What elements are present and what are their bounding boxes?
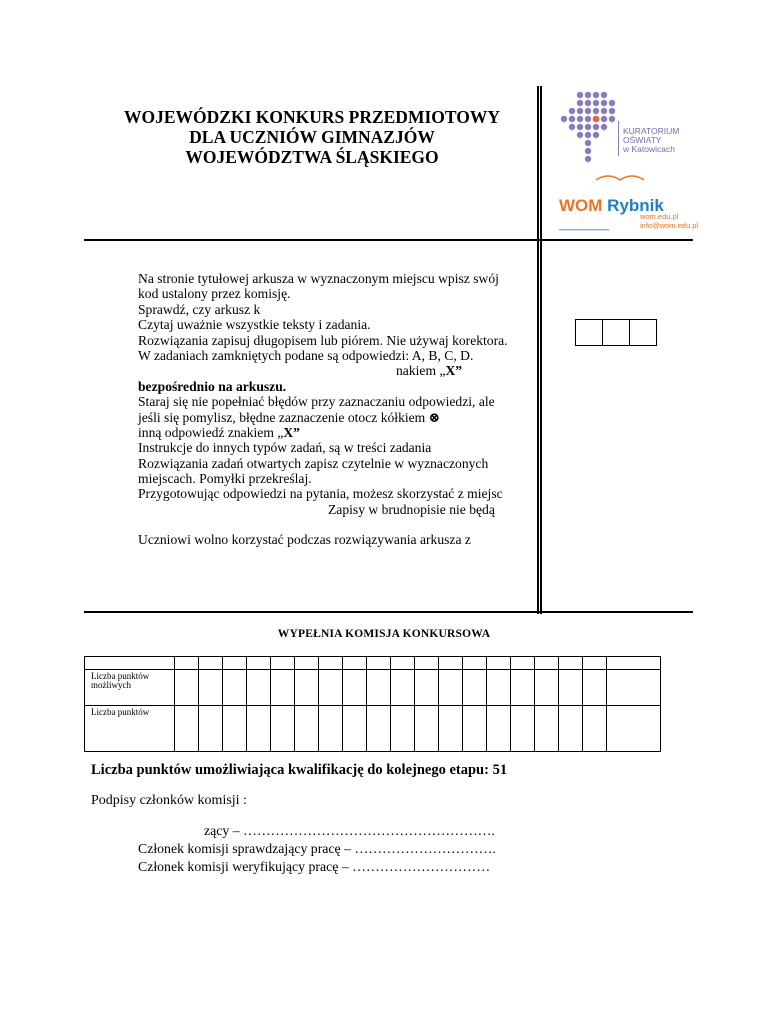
score-cell[interactable]: [463, 706, 487, 752]
wom-email: info@wom.edu.pl: [640, 220, 699, 230]
score-cell[interactable]: [391, 706, 415, 752]
instruction-line: Rozwiązania zapisuj długopisem lub piórem. Nie używaj korektora.: [138, 332, 508, 348]
wom-label: WOM: [559, 196, 603, 215]
instruction-line: W zadaniach zamkniętych podane są odpowiedzi: A, B, C, D.: [138, 347, 474, 363]
obtained-label: Liczba punktów: [91, 707, 150, 717]
committee-heading: WYPEŁNIA KOMISJA KONKURSOWA: [277, 628, 491, 640]
score-header-cell: [295, 657, 319, 670]
kuratorium-name: [623, 127, 679, 154]
instruction-line: kod ustalony przez komisję.: [138, 286, 291, 302]
instruction-line: miejscach. Pomyłki przekreślaj.: [138, 471, 312, 487]
instructions-block: [138, 271, 508, 548]
score-cell[interactable]: [415, 670, 439, 706]
qualification-threshold: Liczba punktów umożliwiająca kwalifikację do kolejnego etapu: 51: [91, 762, 508, 778]
header-bottom-rule: [84, 239, 693, 241]
score-cell[interactable]: [223, 706, 247, 752]
instruction-spacer: [138, 517, 508, 532]
score-header-cell: [343, 657, 367, 670]
score-row-possible-label: [85, 670, 175, 706]
score-header-cell: [535, 657, 559, 670]
score-cell[interactable]: [367, 706, 391, 752]
score-header-cell: [247, 657, 271, 670]
instruction-line-zapisy: Zapisy w brudnopisie nie będą: [328, 501, 495, 517]
score-row-obtained-label: [85, 706, 175, 752]
score-header-total-cell: [607, 657, 661, 670]
score-cell[interactable]: [391, 670, 415, 706]
kuratorium-line-3: w Katowicach: [623, 144, 675, 154]
score-cell[interactable]: [487, 670, 511, 706]
instruction-line-inna: [138, 425, 508, 440]
score-cell[interactable]: [439, 706, 463, 752]
title-line-3: WOJEWÓDZTWA ŚLĄSKIEGO: [185, 147, 439, 167]
signature-line-verifier: Członek komisji weryfikujący pracę – …………………………: [138, 859, 491, 874]
score-header-cell: [319, 657, 343, 670]
instruction-line: Uczniowi wolno korzystać podczas rozwiązywania arkusza z: [138, 532, 471, 548]
wom-contact: [640, 212, 699, 230]
score-header-cell: [583, 657, 607, 670]
contest-title: [100, 107, 524, 167]
score-header-cell: [463, 657, 487, 670]
instruction-line-nakiem: [138, 363, 508, 378]
score-total-cell[interactable]: [607, 670, 661, 706]
score-cell[interactable]: [511, 670, 535, 706]
signatures-heading: Podpisy członków komisji :: [91, 793, 247, 808]
score-row-obtained: [85, 706, 661, 752]
inna-x-mark: X”: [283, 424, 300, 440]
jesli-text: jeśli się pomylisz, błędne zaznaczenie otocz kółkiem: [138, 409, 426, 425]
title-line-1: WOJEWÓDZKI KONKURS PRZEDMIOTOWY: [124, 107, 500, 127]
score-table: [84, 656, 661, 752]
score-header-cell: [223, 657, 247, 670]
score-header-cell: [511, 657, 535, 670]
instructions-bottom-rule: [84, 611, 693, 613]
score-header-cell: [487, 657, 511, 670]
score-row-possible: [85, 670, 661, 706]
instruction-line: Przygotowując odpowiedzi na pytania, możesz skorzystać z miejsc: [138, 486, 503, 502]
score-header-cell: [271, 657, 295, 670]
score-cell[interactable]: [199, 706, 223, 752]
inna-text: inną odpowiedź znakiem „: [138, 424, 284, 440]
score-header-cell: [175, 657, 199, 670]
instruction-line: Czytaj uważnie wszystkie teksty i zadania.: [138, 317, 371, 333]
score-cell[interactable]: [343, 670, 367, 706]
signature-line-chair: zący – ……………………………………………….: [204, 823, 495, 838]
header-divider-vertical-left: [537, 86, 539, 614]
possible-label-line-2: możliwych: [91, 680, 131, 690]
kuratorium-line-1: KURATORIUM: [623, 126, 680, 136]
score-cell[interactable]: [271, 670, 295, 706]
instruction-line-bezposrednio: [138, 379, 508, 394]
score-header-cell: [391, 657, 415, 670]
circled-x-icon: ⊗: [428, 409, 441, 425]
code-box-2[interactable]: [602, 319, 630, 346]
instruction-line: Instrukcje do innych typów zadań, są w treści zadania: [138, 440, 432, 456]
instruction-line: Staraj się nie popełniać błędów przy zaznaczaniu odpowiedzi, ale: [138, 394, 495, 410]
instruction-line: Sprawdź, czy arkusz k: [138, 301, 261, 317]
score-cell[interactable]: [535, 670, 559, 706]
score-table-header-row: [85, 657, 661, 670]
bezposrednio-text: bezpośrednio na arkuszu.: [138, 378, 287, 394]
score-cell[interactable]: [559, 670, 583, 706]
score-cell[interactable]: [295, 670, 319, 706]
nakiem-x-mark: X”: [445, 363, 463, 379]
score-cell[interactable]: [295, 706, 319, 752]
wom-url: wom.edu.pl: [640, 212, 679, 221]
kuratorium-line-2: OŚWIATY: [623, 135, 662, 145]
score-header-cell: [367, 657, 391, 670]
score-cell[interactable]: [583, 670, 607, 706]
header-divider-vertical-right: [540, 86, 542, 614]
title-line-2: DLA UCZNIÓW GIMNAZJÓW: [189, 127, 435, 147]
possible-label-line-1: Liczba punktów: [91, 671, 150, 681]
score-cell[interactable]: [175, 706, 199, 752]
instruction-line-jesli: [138, 410, 508, 425]
score-cell[interactable]: [463, 670, 487, 706]
score-header-cell: [439, 657, 463, 670]
score-cell[interactable]: [559, 706, 583, 752]
signature-line-checker: Członek komisji sprawdzający pracę – ………………………….: [138, 841, 496, 856]
score-cell[interactable]: [319, 670, 343, 706]
score-cell[interactable]: [271, 706, 295, 752]
score-cell[interactable]: [223, 670, 247, 706]
score-cell[interactable]: [535, 706, 559, 752]
score-header-cell: [199, 657, 223, 670]
score-cell[interactable]: [343, 706, 367, 752]
instruction-line: Na stronie tytułowej arkusza w wyznaczonym miejscu wpisz swój: [138, 271, 499, 286]
score-cell[interactable]: [247, 706, 271, 752]
instruction-line: Rozwiązania zadań otwartych zapisz czytelnie w wyznaczonych: [138, 455, 489, 471]
score-cell[interactable]: [415, 706, 439, 752]
score-header-label-cell: [85, 657, 175, 670]
score-cell[interactable]: [319, 706, 343, 752]
code-box-1[interactable]: [575, 319, 603, 346]
nakiem-text: nakiem „: [396, 363, 446, 379]
score-cell[interactable]: [247, 670, 271, 706]
score-cell[interactable]: [583, 706, 607, 752]
score-cell[interactable]: [439, 670, 463, 706]
rybnik-label: Rybnik: [607, 196, 664, 215]
score-cell[interactable]: [199, 670, 223, 706]
score-total-cell[interactable]: [607, 706, 661, 752]
score-cell[interactable]: [487, 706, 511, 752]
score-header-cell: [415, 657, 439, 670]
score-cell[interactable]: [511, 706, 535, 752]
code-box-3[interactable]: [629, 319, 657, 346]
score-header-cell: [559, 657, 583, 670]
student-code-boxes: [576, 319, 657, 346]
score-cell[interactable]: [367, 670, 391, 706]
score-cell[interactable]: [175, 670, 199, 706]
